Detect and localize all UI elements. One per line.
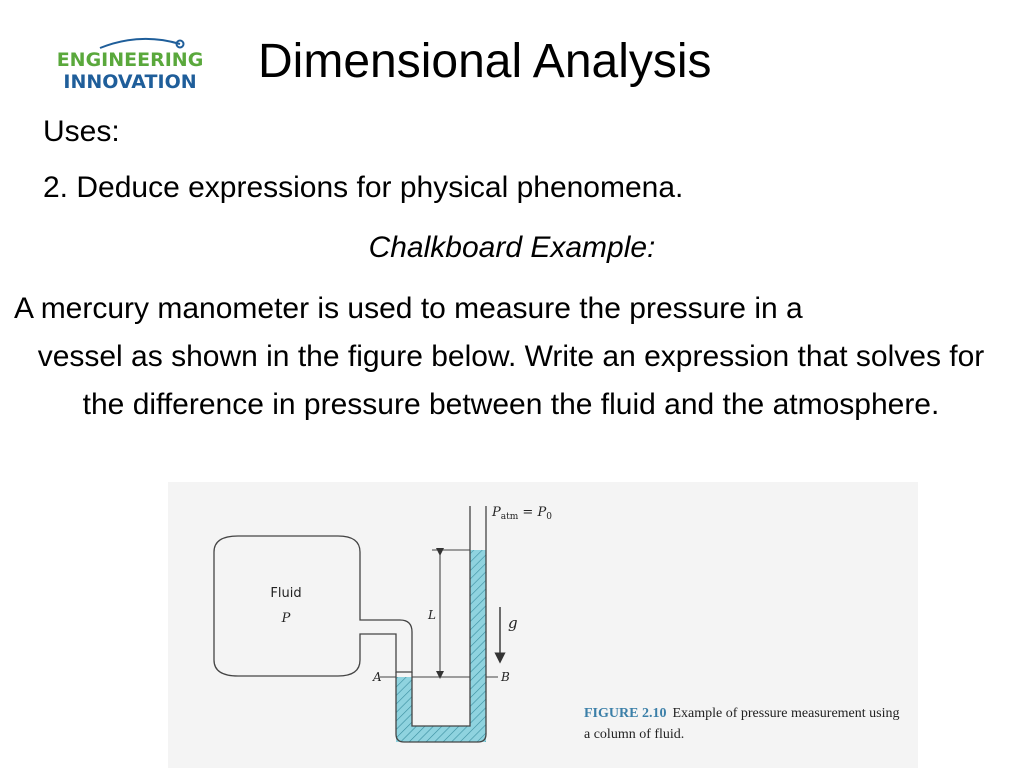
uses-label: Uses:: [43, 115, 120, 148]
length-label: L: [428, 608, 436, 622]
problem-statement: [14, 285, 1008, 429]
figure-number: FIGURE 2.10: [584, 706, 667, 721]
fluid-vessel: [214, 536, 412, 676]
figure-caption: [584, 703, 904, 745]
engineering-innovation-logo: [30, 30, 230, 94]
point-b-label: B: [501, 670, 510, 684]
point-a-label: A: [373, 670, 382, 684]
mercury-column: [396, 550, 486, 742]
logo-graphic: [30, 30, 230, 94]
use-item-2: 2. Deduce expressions for physical phenomena.: [43, 171, 684, 204]
example-heading: Chalkboard Example:: [368, 231, 656, 264]
logo-line1: ENGINEERING: [56, 49, 204, 71]
fluid-label: Fluid: [270, 586, 302, 601]
slide-title: Dimensional Analysis: [258, 35, 712, 88]
problem-continuation: vessel as shown in the figure below. Write an expression that solves for the difference in pressure between the fluid and the atmosphere.: [37, 340, 985, 421]
problem-line-1: A mercury manometer is used to measure the pressure in a: [14, 292, 803, 325]
pressure-label: P: [281, 611, 291, 626]
figure-caption-text: Example of pressure measurement using a column of fluid.: [584, 706, 900, 742]
orbit-arc-icon: [100, 39, 180, 48]
u-tube-inner: [412, 506, 470, 726]
atm-pressure-label: $P_{atm} = P_0$: [492, 505, 552, 522]
gravity-label: g: [508, 614, 518, 632]
manometer-figure: [168, 482, 918, 768]
logo-line2: INNOVATION: [63, 71, 197, 93]
